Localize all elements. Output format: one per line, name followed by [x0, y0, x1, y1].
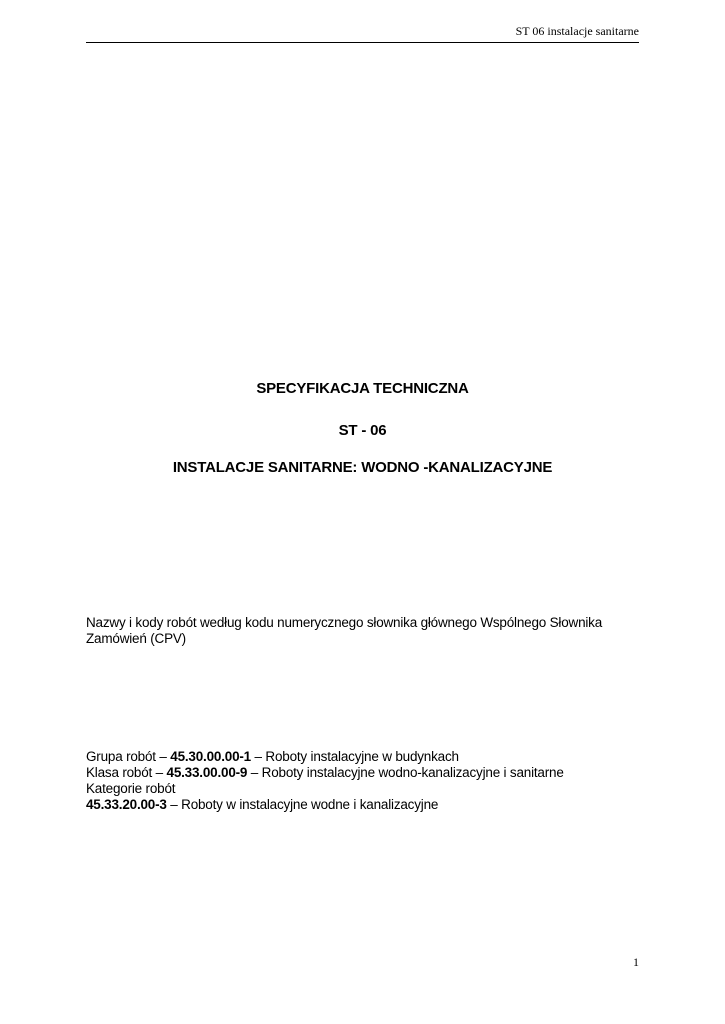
spec-title: SPECYFIKACJA TECHNICZNA	[256, 380, 469, 397]
page-number: 1	[633, 955, 639, 969]
spec-code: ST - 06	[338, 422, 387, 439]
category-description: – Roboty w instalacyjne wodne i kanalizacyjne	[166, 797, 439, 812]
spec-subject: INSTALACJE SANITARNE: WODNO -KANALIZACYJNE	[172, 459, 553, 476]
group-description: – Roboty instalacyjne w budynkach	[251, 749, 459, 764]
cpv-codes-block	[86, 749, 639, 813]
cpv-intro-paragraph: Nazwy i kody robót według kodu numerycznego słownika głównego Wspólnego Słownika Zamówień (CPV)	[86, 615, 603, 646]
group-code: 45.30.00.00-1	[170, 749, 251, 764]
class-description: – Roboty instalacyjne wodno-kanalizacyjne i sanitarne	[247, 765, 564, 780]
class-line	[86, 765, 639, 781]
running-header: ST 06 instalacje sanitarne	[515, 24, 639, 38]
class-label: Klasa robót –	[86, 765, 167, 780]
header-rule	[86, 42, 639, 43]
category-line	[86, 797, 639, 813]
category-heading: Kategorie robót	[86, 781, 176, 796]
group-label: Grupa robót –	[86, 749, 171, 764]
category-code: 45.33.20.00-3	[86, 797, 167, 812]
group-line	[86, 749, 639, 765]
class-code: 45.33.00.00-9	[166, 765, 248, 780]
